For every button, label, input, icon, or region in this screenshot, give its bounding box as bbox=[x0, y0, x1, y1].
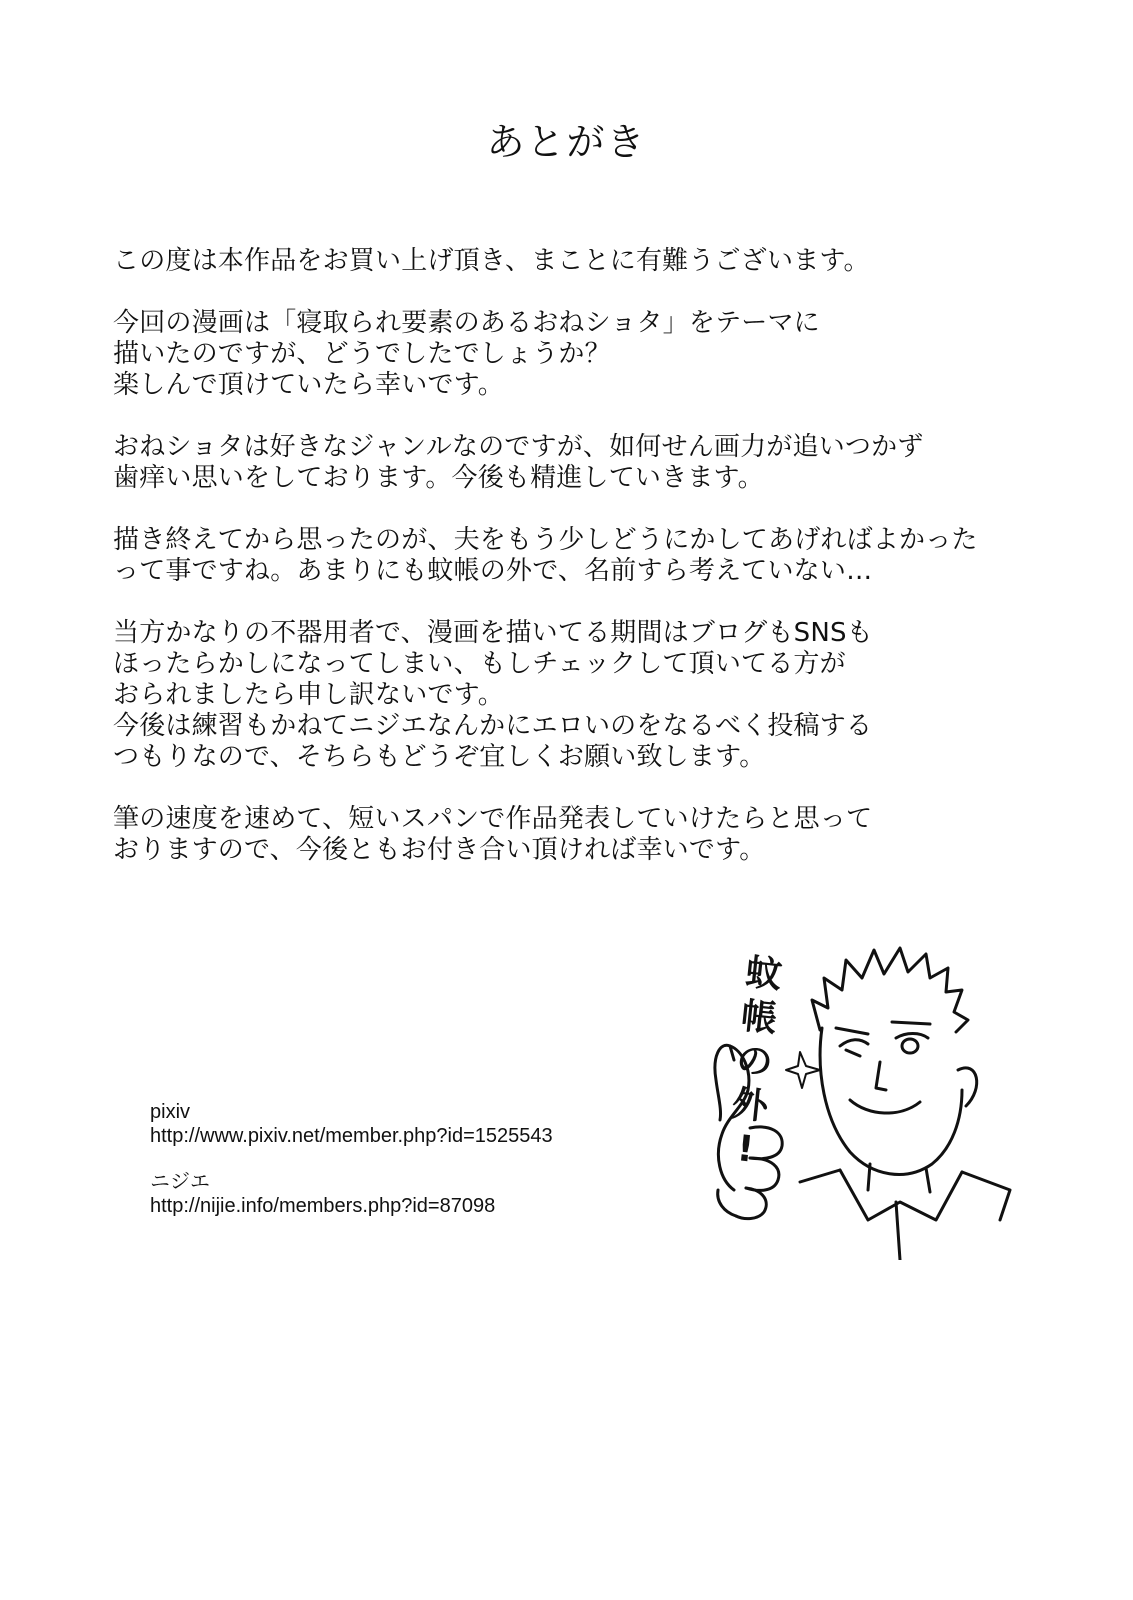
paragraph-sns bbox=[113, 618, 1033, 773]
text-line: おねショタは好きなジャンルなのですが、如何せん画力が追いつかず bbox=[113, 432, 924, 462]
author-links bbox=[150, 1100, 710, 1240]
page-title: あとがき bbox=[486, 120, 647, 164]
pixiv-url: http://www.pixiv.net/member.php?id=1525543 bbox=[150, 1125, 553, 1147]
text-line: つもりなので、そちらもどうぞ宜しくお願い致します。 bbox=[113, 742, 766, 772]
paragraph-genre bbox=[113, 432, 1033, 494]
text-line: 筆の速度を速めて、短いスパンで作品発表していけたらと思って bbox=[113, 804, 873, 834]
pixiv-label: pixiv bbox=[150, 1101, 191, 1123]
paragraph-theme bbox=[113, 308, 1033, 401]
text-line: 楽しんで頂けていたら幸いです。 bbox=[113, 370, 504, 400]
caption-char: の bbox=[734, 1039, 775, 1085]
text-line: この度は本作品をお買い上げ頂き、まことに有難うございます。 bbox=[113, 246, 870, 276]
text-line: って事ですね。あまりにも蚊帳の外で、名前すら考えていない… bbox=[113, 556, 873, 586]
pixiv-link-block bbox=[150, 1100, 710, 1148]
paragraph-closing bbox=[113, 804, 1033, 866]
text-line: 歯痒い思いをしております。今後も精進していきます。 bbox=[113, 463, 764, 493]
text-line: おりますので、今後ともお付き合い頂ければ幸いです。 bbox=[113, 835, 766, 865]
text-line: 今回の漫画は「寝取られ要素のあるおねショタ」をテーマに bbox=[113, 308, 820, 338]
caption-char: 蚊 bbox=[743, 952, 784, 997]
caption-char: ! bbox=[735, 1128, 756, 1171]
text-line: ほったらかしになってしまい、もしチェックして頂いてる方が bbox=[113, 649, 846, 679]
text-line: 今後は練習もかねてニジエなんかにエロいのをなるべく投稿する bbox=[113, 711, 873, 741]
text-line: 当方かなりの不器用者で、漫画を描いてる期間はブログもSNSも bbox=[113, 618, 873, 648]
caption-char: 帳 bbox=[739, 995, 780, 1041]
paragraph-thanks bbox=[113, 246, 1033, 277]
nijie-label: ニジエ bbox=[150, 1171, 210, 1193]
text-line: 描き終えてから思ったのが、夫をもう少しどうにかしてあげればよかった bbox=[113, 525, 978, 555]
paragraph-husband bbox=[113, 525, 1033, 587]
text-line: おられましたら申し訳ないです。 bbox=[113, 680, 504, 710]
nijie-url: http://nijie.info/members.php?id=87098 bbox=[150, 1195, 496, 1217]
text-line: 描いたのですが、どうでしたでしょうか？ bbox=[113, 339, 611, 369]
afterword-body bbox=[113, 246, 1033, 897]
nijie-link-block bbox=[150, 1170, 710, 1218]
caption-char: 外 bbox=[729, 1083, 770, 1128]
